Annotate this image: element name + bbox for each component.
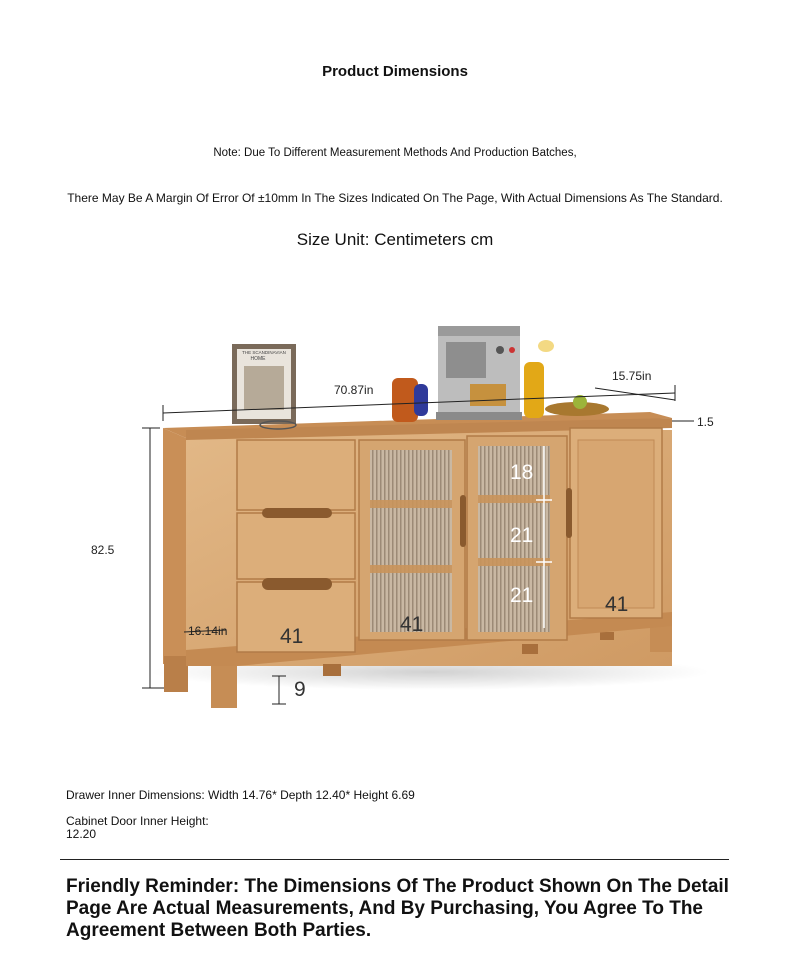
frame-print-small: THE SCANDINAVIAN	[242, 350, 286, 355]
vase-orange	[392, 378, 428, 422]
drawer-width-label: 41	[280, 625, 304, 648]
drawer-1	[237, 440, 355, 510]
measurement-note-line-2: There May Be A Margin Of Error Of ±10mm In The Sizes Indicated On The Page, With Actual Dimensions As The Standard.	[67, 191, 723, 205]
side-dimension-label: 16.14in	[188, 624, 228, 638]
door-handle-right	[566, 488, 572, 538]
coffee-machine	[436, 326, 522, 420]
cabinet-door-inner-height-label: Cabinet Door Inner Height:	[66, 814, 209, 828]
shelf-height-middle-label: 21	[510, 524, 534, 547]
section-divider	[60, 859, 729, 860]
friendly-reminder: Friendly Reminder: The Dimensions Of The Product Shown On The Detail Page Are Actual Measurements, And By Purchasing, You Agree To The Agreement Between Both Parties.	[66, 876, 729, 941]
picture-frame	[232, 344, 296, 424]
cabinet-door-inner-height-value: 12.20	[66, 827, 97, 841]
drawer-2	[237, 513, 355, 579]
shelf-height-bottom-label: 21	[510, 584, 534, 607]
leg-height-label: 9	[294, 678, 306, 701]
drawer-handle-3	[262, 578, 332, 590]
height-dimension-label: 82.5	[91, 543, 115, 557]
measurement-note-line-1: Note: Due To Different Measurement Methods And Production Batches,	[213, 147, 577, 159]
leg-front-right	[650, 626, 672, 652]
glass-door-width-label: 41	[400, 613, 424, 636]
size-unit-label: Size Unit: Centimeters cm	[296, 230, 494, 249]
cabinet-body	[163, 428, 186, 664]
page-title: Product Dimensions	[322, 63, 468, 80]
drawer-inner-dimensions: Drawer Inner Dimensions: Width 14.76* Depth 12.40* Height 6.69	[66, 788, 415, 802]
width-dimension-label: 70.87in	[334, 383, 374, 397]
depth-dimension-label: 15.75in	[612, 369, 652, 383]
top-thickness-label: 1.5	[697, 415, 714, 429]
drawer-handle-2	[262, 508, 332, 518]
frame-print-big: HOME	[250, 356, 266, 362]
shelf-height-top-label: 18	[510, 461, 534, 484]
leg-back-left	[164, 656, 188, 692]
door-handle-left	[460, 495, 466, 547]
wooden-door-width-label: 41	[605, 593, 629, 616]
depth-dimension-line	[595, 388, 675, 400]
